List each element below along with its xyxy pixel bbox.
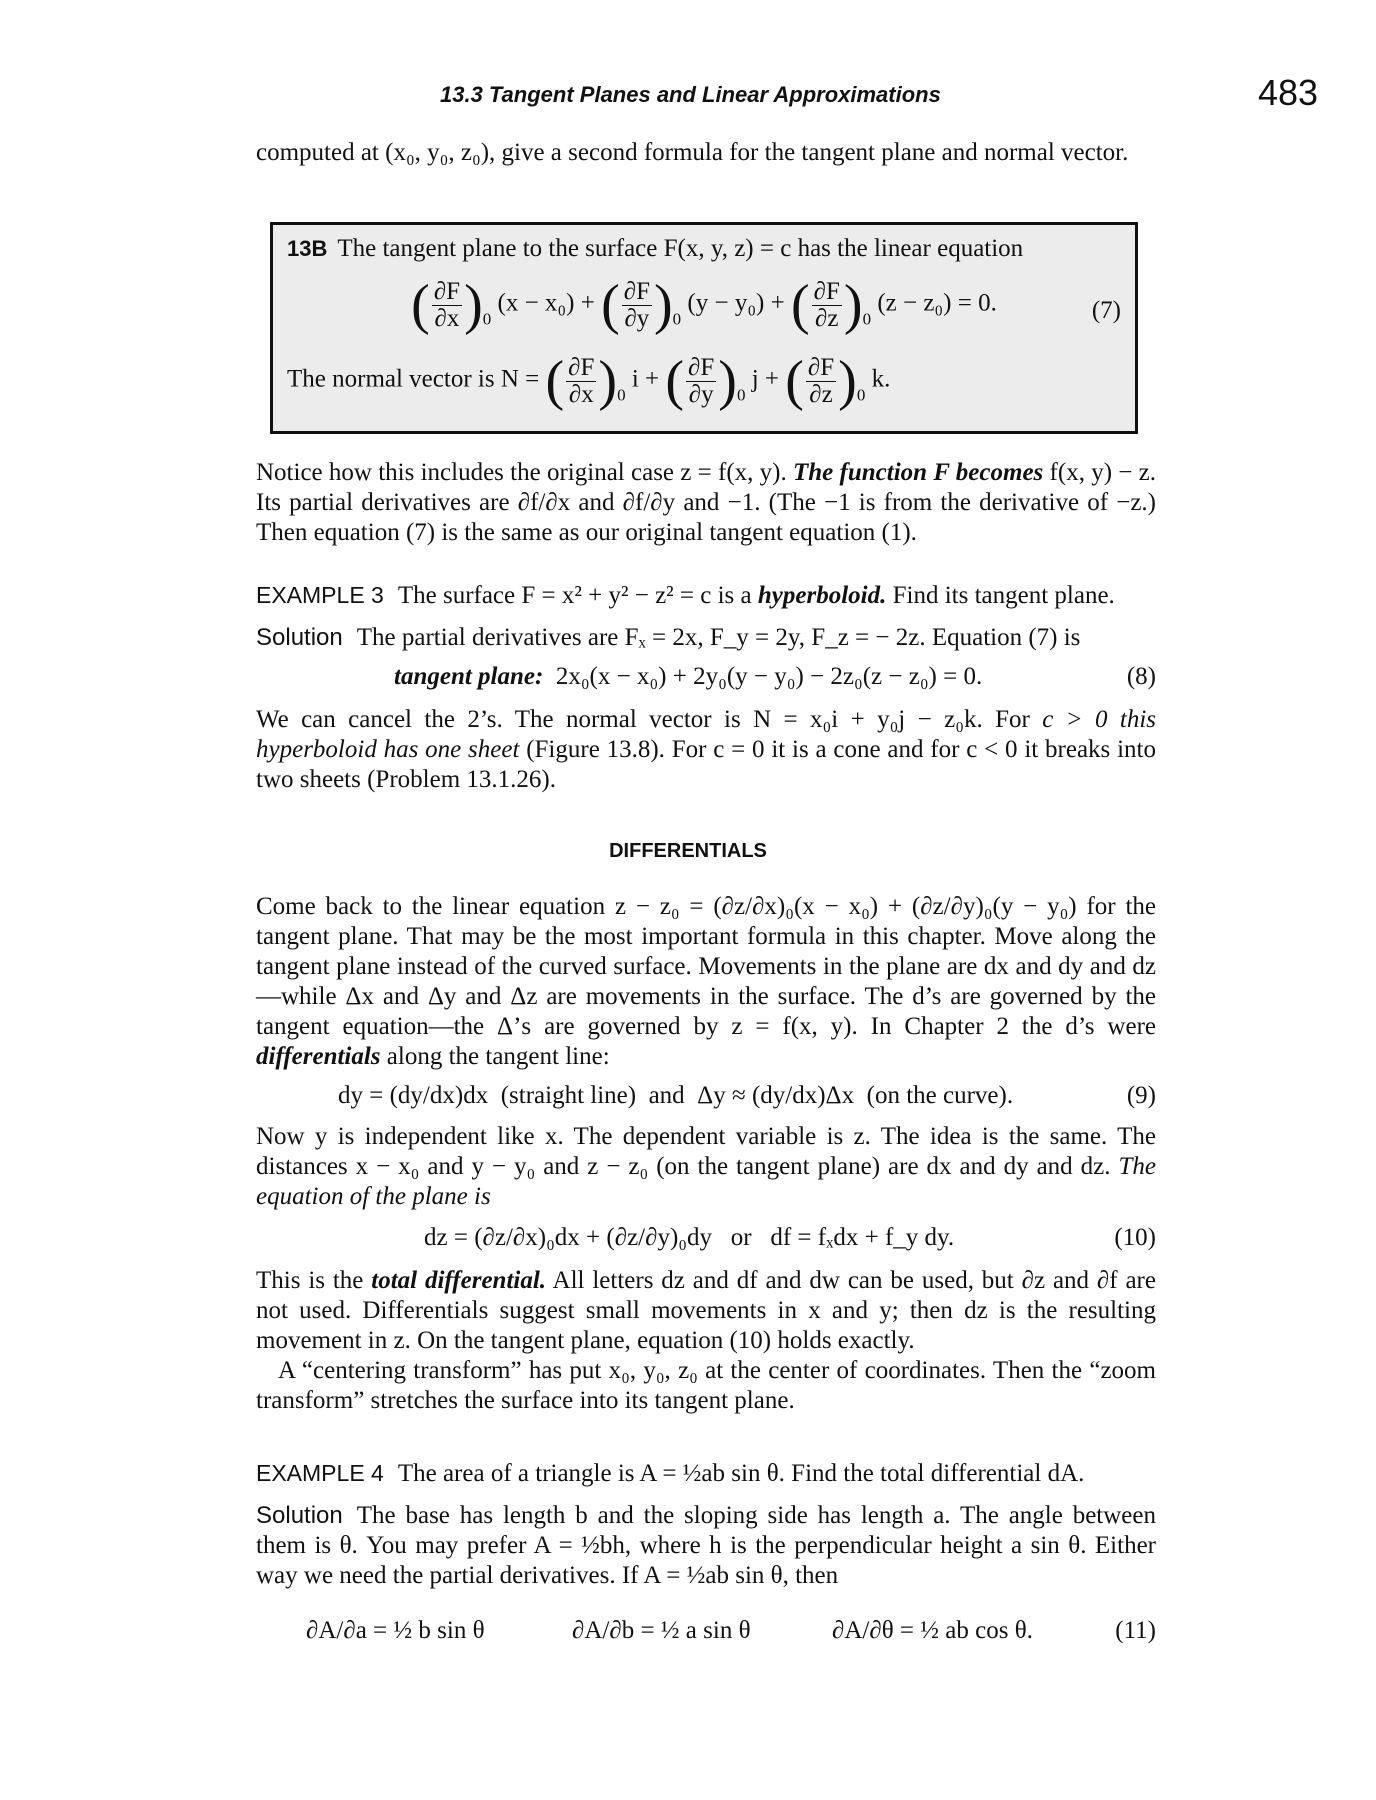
theorem-box-13b <box>270 222 1138 434</box>
example-label: EXAMPLE 3 <box>256 582 384 608</box>
normal-vector-equation: The normal vector is N = ( $\frac{\partial F}{\partial x}$ )$_0$ i + ( $\frac{\partial F}{\partial y}$ )$_0$ j + ( $\frac{\partial F}{\partial z}$ )$_0$ k. <box>287 350 891 412</box>
section-title: DIFFERENTIALS <box>609 840 767 862</box>
example-label: EXAMPLE 4 <box>256 1460 384 1486</box>
solution-label: Solution <box>256 1502 343 1529</box>
page-number: 483 <box>1258 72 1319 113</box>
differentials-section: Come back to the linear equation z − z₀ = (∂z/∂x)₀(x − x₀) + (∂z/∂y)₀(y − y₀) for the tangent plane. That may be the most important formula in this chapter. Move along the tangent plane instead of the curved surface. Movements in the plane are dx and dy and dz—while Δx and Δy and Δz are movements in the surface. The d’s are governed by the tangent equation—the Δ’s are governed by z = f(x, y). In Chapter 2 the d’s were differentials along the tangent line: dy = (dy/dx)dx (straight line) and Δy ≈ (dy/dx)Δx (on the curve). (9) Now y is independent like x. The dependent variable is z. The idea is the same. The distances x − x₀ and y − y₀ and z − z₀ (on the tangent plane) are dx and dy and dz. The equation of the plane is dz = (∂z/∂x)₀dx + (∂z/∂y)₀dy or df = fₓdx + f_y dy. (10) This is the total differential. All letters dz and df and dw can be used, but ∂z and ∂f are not used. Differentials suggest small movements in x and y; then dz is the resulting movement in z. On the tangent plane, equation (10) holds exactly. A “centering transform” has put x₀, y₀, z₀ at the center of coordinates. Then the “zoom transform” stretches the surface into its tangent plane. <box>256 893 1156 1414</box>
equation-10: dz = (∂z/∂x)₀dx + (∂z/∂y)₀dy or df = fₓdx + f_y dy. (10) <box>424 1224 1156 1251</box>
box-label: 13B <box>287 236 328 261</box>
equation-8: tangent plane: 2x₀(x − x₀) + 2y₀(y − y₀) − 2z₀(z − z₀) = 0. (8) <box>394 663 1156 690</box>
equation-11: ∂A/∂a = ½ b sin θ ∂A/∂b = ½ a sin θ ∂A/∂θ = ½ ab cos θ. (11) <box>306 1617 1156 1644</box>
solution-label: Solution <box>256 624 343 651</box>
running-title: 13.3 Tangent Planes and Linear Approximations <box>440 82 941 107</box>
box-eq-number: (7) <box>1091 297 1121 324</box>
tangent-plane-equation: ( $\frac{\partial F}{\partial x}$ )$_0$ (x − x₀) + ( $\frac{\partial F}{\partial y}$ )$_0$ (y − y₀) + ( $\frac{\partial F}{\partial z}$ )$_0$ (z − z₀) = 0. <box>411 274 997 336</box>
example-4: EXAMPLE 4 The area of a triangle is A = ½ab sin θ. Find the total differential dA. Solution The base has length b and the sloping side has length a. The angle between them is θ. You may prefer A = ½bh, where h is the perpendicular height a sin θ. Either way we need the partial derivatives. If A = ½ab sin θ, then ∂A/∂a = ½ b sin θ ∂A/∂b = ½ a sin θ ∂A/∂θ = ½ ab cos θ. (11) <box>256 1458 1156 1669</box>
running-header <box>0 72 1376 118</box>
notice-paragraph: Notice how this includes the original case z = f(x, y). The function F becomes f(x, y) − z. Its partial derivatives are ∂f/∂x and ∂f/∂y and −1. (The −1 is from the derivative of −z.) Then equation (7) is the same as our original tangent equation (1). <box>256 459 1157 546</box>
example-3: EXAMPLE 3 The surface F = x² + y² − z² = c is a hyperboloid. Find its tangent plane. Solution The partial derivatives are Fₓ = 2x, F_y = 2y, F_z = − 2z. Equation (7) is tangent plane: 2x₀(x − x₀) + 2y₀(y − y₀) − 2z₀(z − z₀) = 0. (8) We can cancel the 2’s. The normal vector is N = x₀i + y₀j − z₀k. For c > 0 this hyperboloid has one sheet (Figure 13.8). For c = 0 it is a cone and for c < 0 it breaks into two sheets (Problem 13.1.26). <box>256 582 1157 793</box>
equation-9: dy = (dy/dx)dx (straight line) and Δy ≈ (dy/dx)Δx (on the curve). (9) <box>338 1082 1156 1109</box>
box-title: The tangent plane to the surface F(x, y, z) = c has the linear equation <box>337 235 1024 262</box>
intro-paragraph: computed at (x₀, y₀, z₀), give a second formula for the tangent plane and normal vector. <box>256 139 1129 166</box>
